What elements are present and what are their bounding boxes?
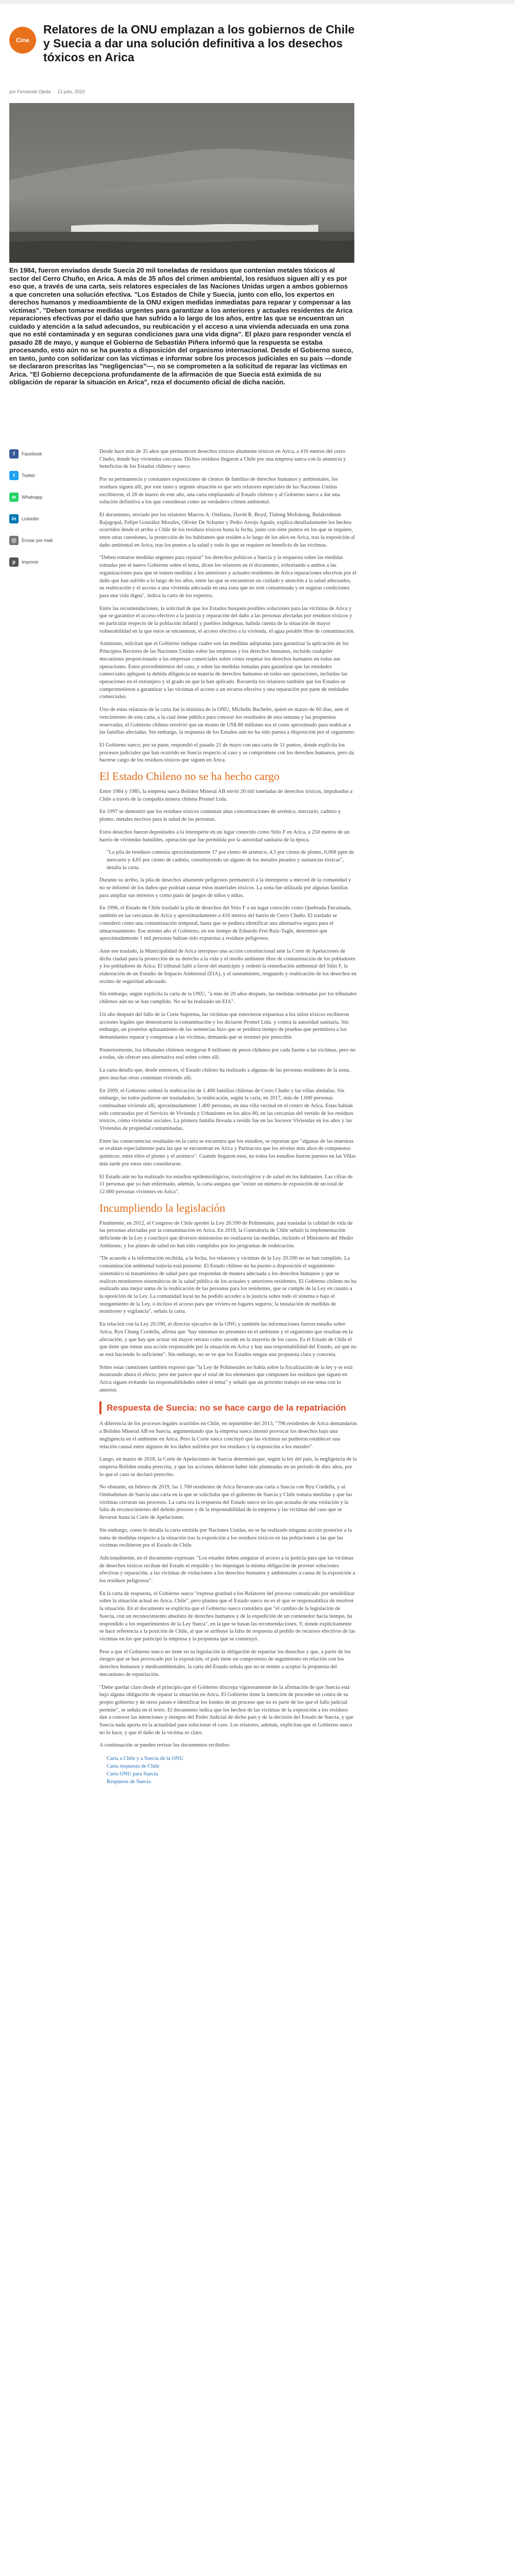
document-links (99, 1755, 357, 1786)
share-label: Linkedin (22, 516, 39, 521)
article-body (99, 448, 357, 1786)
block-quote: "La pila de residuos contenía aproximadamente 17 por ciento de arsénico, 4,5 por ciento de plomo, 0,068 ppm de mercurio y 4,65 por ciento de cadmio, constituyendo un alguno de los metales pesados y sustancias tóxicas", detalla la carta. (107, 850, 354, 871)
hero-image (9, 103, 354, 263)
paragraph: Ante ese traslado, la Municipalidad de Arica interpuso una acción constitucional ante la Corte de Apelaciones de dicha ciudad para la protección de su derecho a la vida y el medio ambiente libre de contaminación de los pobladores y los pobladores de Arica. El tribunal falló a favor del municipio y ordenó la remediación ambiental del Sitio F, la elaboración de un Estudio de Impacto Ambiental (EIA), y el saneamiento, resguardo y reubicación de los desechos en recinto de seguridad adecuado. (99, 948, 357, 985)
document-link[interactable]: Carta a Chile y a Suecia de la ONU (107, 1756, 184, 1762)
hero-caption: En 1984, fueron enviados desde Suecia 20 mil toneladas de residuos que contenían metales tóxicos al sector del Cerro Chuño, en Arica. A más de 35 años del crimen ambiental, los residuos siguen allí y es por eso que, a través de una carta, seis relatores especiales de las Naciones Unidas urgen a ambos gobiernos a que concreten una solución efectiva. "Los Estados de Chile y Suecia, junto con ello, los expertos en derechos humanos y medioambiente de la ONU exigen medidas inmediatas para reparar y compensar a las víctimas". "Deben tomarse medidas urgentes para garantizar a los anteriores y actuales residentes de Arica reparaciones efectivas por el daño que han sufrido a lo largo de los años, entre las que se encuentran un cuidado y atención a la salud adecuados, su reubicación y el acceso a una vivienda adecuada en una zona que no esté contaminada y en seguras condiciones para una vida digna". El plazo para responder vencía el pasado 28 de mayo, y aunque el Gobierno de Sebastián Piñera informó que la respuesta se estaba procesando, esto aún no se ha puesto a disposición del organismo internacional. Desde el Gobierno sueco, en tanto, junto con solidarizar con las víctimas e informar sobre los procesos judiciales en su país —donde se declararon prescritas las "negligencias"—, no se comprometen a la solicitud de reparar las víctimas en Arica. "El Gobierno decepciona profundamente de la afirmación de que Suecia está eximida de su obligación de reparar la situación en Arica", reza el documento oficial de dicha nación. (9, 266, 353, 386)
paragraph: En 1996, el Estado de Chile trasladó la pila de desechos del Sitio F a un lugar conocido como Quebrada Encantada, también en las cercanías de Arica y aproximadamente a 416 metros del barrio de Cerro Chuño. El traslado se consideró como una contaminación temporal, hasta que se pudiera identificar una alternativa segura para el almacenamiento. Ese mismo año el Gobierno, en ese tiempo de Eduardo Frei Ruiz-Tagle, determinó que aproximadamente 1 mil personas habían sido expuestas a residuos peligrosos. (99, 905, 352, 942)
paragraph: El Estado aún no ha realizado los estudios epidemiológicos, toxicológicos y de salud en los habitantes. Las cifras de 11 personas que ya han enfermado, además, la carta asegura que "existe un número de exposición de un total de 12.000 personas vivientes en Arica". (99, 1174, 353, 1195)
hero-photo-desert-hill (9, 103, 354, 263)
paragraph: Sobre estas cuestiones también expresó que "la Ley de Polimetales no habla sobre la fiscalización de la ley y se está mostrando ahora el efecto, pero me parece que el total de los elementos que componen los residuos que siguen en Arica siguen evitando las responsabilidades sobre el tema" y señaló que un próximo trabajo en ese tema con lo anterior. (99, 1364, 353, 1393)
site-logo[interactable] (9, 27, 36, 54)
share-whatsapp-button[interactable] (9, 492, 67, 503)
section1-paragraphs (99, 788, 357, 844)
share-linkedin-button[interactable] (9, 513, 67, 524)
section-heading-legislacion: Incumpliendo la legislación (99, 1201, 226, 1214)
share-twitter-button[interactable] (9, 470, 67, 481)
document-link[interactable]: Respuesta de Suecia (107, 1779, 151, 1785)
paragraph: Un año después del fallo de la Corte Suprema, las víctimas que estuvieron expuestas a los sitios tóxicos recibieron acciones legales que demostraron la contaminación y los dictaron Promel Ltda. y contra la autoridad sanitaria. Sin embargo, un posterior aplazamiento de las sentencias hizo que se perdiera tiempo de pruebas que permitiera a los demandantes reparar y compensar a las víctimas, demanda que se terminó por prescribir. (99, 1011, 349, 1040)
paragraph: "De acuerdo a la información recibida, a la fecha, los relatores y víctimas de la Ley 20.590 no se han cumplido. La contaminación ambiental todavía está presente. El Estado chileno no ha puesto a disposición el seguimiento sistemático ni tratamientos de salud para que respondan de manera adecuada a los derechos humanos y que se realicen monitoreos sistemáticos de la salud pública de los actuales y anteriores residentes. El Gobierno chileno no ha realizado una mejor suma de la reubicación de las personas para los residentes, que se cumple de la Ley en cuanto a la oposición de la Ley. La comunidad local no ha podido acceder a la justicia sobre todo el sistema o bajo el otorgamiento de la Ley, o incluso el acceso para que viviera en lugares seguros; la instalación de medidas de monitoreo y vigilancia", señala la carta. (99, 1256, 356, 1315)
intro-section (99, 448, 357, 765)
share-label: Whatsapp (22, 495, 43, 500)
top-bar (0, 0, 515, 4)
article-title: Relatores de la ONU emplazan a los gobiernos de Chile y Suecia a dar una solución definitiva a los desechos tóxicos en Arica (43, 23, 355, 64)
share-label: Imprimir (22, 560, 39, 565)
share-enviar-por-mail-button[interactable] (9, 535, 67, 546)
paragraph: A continuación se pueden revisar los documentos recibidos: (99, 1742, 230, 1749)
whatsapp-icon: w (9, 493, 19, 502)
section2-paragraphs (99, 1220, 357, 1395)
site-logo-text: Cine (15, 37, 29, 44)
paragraph: El documento, enviado por los relatores Marcos A. Orellana, David R. Boyd, Tlaleng Mofokeng, Balakrishnan Rajagopal, Felipe González Morales, Olivier De Schutter y Pedro Arrojo Agudo, explica detalladamente los hechos ocurridos desde el arribo a Chile de los residuos tóxicos hasta la fecha, junto con siete puntos en los que se requiere, entre otras cuestiones, la protección de los habitantes que residen a lo largo de los años en Arica, tras la exposición al daño ambiental en Arica, tras los puntos a la salud y todo lo que se requiere en beneficio de las víctimas. (99, 512, 355, 548)
paragraph: El Gobierno sueco, por su parte, respondió el pasado 21 de mayo con una carta de 11 puntos, donde explicita los procesos judiciales que han ocurrido en Suecia respecto al caso y se compromete con los derechos humanos, pero da hacerse cargo de los residuos tóxicos que siguen en Arica. (99, 742, 354, 764)
section-heading-respuesta-suecia: Respuesta de Suecia: no se hace cargo de la repatriación (99, 1401, 357, 1414)
imprimir-icon: p (9, 557, 19, 567)
paragraph: Entre las recomendaciones, la solicitud de que los Estados busquen posibles soluciones para las víctimas de Arica y que se garantice el acceso efectivo a la justicia y reparación del daño a las personas afectadas por residuos tóxicos y en particular respecto de la población infantil y pueblos indígenas, habida cuenta de la situación de mayor vulnerabilidad en la que éstos se encuentran, el acceso efectivo a la vivienda, el agua potable libre de contaminación. (99, 605, 355, 634)
share-imprimir-button[interactable] (9, 556, 67, 568)
paragraph: En relación con la Ley 20.590, el director ejecutivo de la ONG y también las informaciones fueron estudio sobre Arica, Ryu Chung Cordella, afirma que "hay síntomas no presentes en el ambiente y el organismo que resultan en la afectación, y que hay que actuar sin mayor retraso como sucede en la mayoría de los casos. Es el Estado de Chile el que tiene que tomar una acción responsable por la situación en Arica y hay una responsabilidad del Estado, así que no se está haciendo lo suficiente". Sin embargo, no se ve que los Estados tengan una propuesta clara y concreta. (99, 1321, 357, 1358)
paragraph: Asimismo, solicitan que el Gobierno indique cuáles son las medidas adoptadas para garantizar la aplicación de los Principios Rectores de las Naciones Unidas sobre las empresas y los derechos humanos, incluido cualquier mecanismo proporcionado a las empresas comerciales sobre cómo respetar los derechos humanos en todas sus operaciones. Estos procedimientos del caso, y sobre las medidas tomadas para garantizar que las entidades comerciales apliquen la debida diligencia en materia de derechos humanos en todas sus operaciones, incluidas las operaciones en el extranjero y el grado en que la han aplicado. Recuerda los relatores también que los Estados se comprometieron a garantizar a las víctimas el acceso a un recurso efectivo y una reparación por parte de entidades comerciales. (99, 641, 349, 700)
paragraph: En 1997 se demostró que los residuos tóxicos contenían altas concentraciones de arsénico, mercurio, cadmio y plomo, metales nocivos para la salud de las personas. (99, 809, 341, 823)
paragraph: Entre 1984 y 1985, la empresa sueca Boliden Mineral AB envió 20 mil toneladas de desechos tóxicos, impulsados a Chile a través de la compañía minera chilena Promel Ltda. (99, 789, 353, 802)
share-sidebar (9, 448, 67, 578)
section-heading-estado-chileno: El Estado Chileno no se ha hecho cargo (99, 770, 280, 783)
publish-date: 13 julio, 2020 (57, 89, 85, 94)
paragraph: A diferencia de los procesos legales ocurridos en Chile, en septiembre del 2013, "796 residentes de Arica demandaron a Boliden Mineral AB en Suecia, argumentando que la empresa sueca intentó provocar los desechos bajo una negligencia en el ambiente en Arica. Pero la Corte sueca concluyó que las víctimas no pudieron establecer una relación causal entre algunos de los daños sufridos por los residuos y la exposición a los metales". (99, 1421, 357, 1450)
document-link[interactable]: Carta respuesta de Chile (107, 1764, 160, 1770)
paragraph: Por su permanencia y constantes exposiciones de cientos de familias de derechos humanos y ambientales, los residuos siguen allí, por este tanto y urgente situación es que seis relatores especiales de las Naciones Unidas escribieron, el 28 de marzo de este año, una carta emplazando al Estado chileno y al Gobierno sueco a dar una solución definitiva a los que consideran como un verdadero crimen ambiental. (99, 477, 340, 505)
facebook-icon: f (9, 449, 19, 459)
paragraph: Finalmente, en 2012, el Congreso de Chile aprobó la Ley 20.590 de Polimetales, para trasladar la calidad de vida de las personas afectadas por la contaminación en Arica. En 2018, la Contraloría de Chile señaló la implementación deficiente de la Ley y concluyó que diversos ministerios no realizaron las medidas, incluido el Ministerio del Medio Ambiente, y los planes de salud no han sido cumplidos por los programas de reubicación. (99, 1220, 353, 1249)
paragraph: La carta detalla que, desde entonces, el Estado chileno ha realizado a algunas de las personas residentes de la zona, pero muchas otras continúan viviendo allí. (99, 1067, 351, 1081)
paragraph: En 2009, el Gobierno ordenó la reubicación de 1.400 familias chilenas de Cerro Chuño y las villas aledañas. Sin embargo, no todos pudieron ser trasladados; la reubicación, según la carta, en 2017, más de 1.000 personas continuaban viviendo allí, aproximadamente 1.400 personas, en una villa vecinal en el centro de Arica. Estas habían sido contratadas por el Servicio de Vivienda y Urbanismo en los años 80, en las cercanías del vertido de los residuos tóxicos, cómo viviendas sociales. La primera familia llevada a residir fue en las Sucesor Viviendas en los años y las Viviendas de propiedad contaminadas. (99, 1088, 354, 1132)
paragraph: Durante su arribo, la pila de desechos altamente peligrosos permaneció a la intemperie a merced de la comunidad y no se informó de los daños que podrían causar estos materiales tóxicos. La zona fue utilizada por algunas familias para ampliar sus terrenos y como patio de juegos de niños y niñas. (99, 877, 351, 899)
paragraph: En la carta de respuesta, el Gobierno sueco "expresa gratitud a los Relatores del proceso comunicado por sensibilizar sobre la situación actual en Arica, Chile", pero plantea que el Estado sueco no es el que se responsabiliza de resolver la situación. En el documento se explicita que el Gobierno sueco considera que "el cambio de la legislación de Suecia, con un reconocimiento absoluto de derechos humanos y de la expedición de un contenedor hacia tiempo, ha respondido a los requerimientos de la Ley Sueca", en la que se basan las recomendaciones. Y, donde explícitamente se hace referencia a la posición de Chile, al que se atribuye la falta de respuesta al pedido de recursos efectivos de las víctimas en los que participó la empresa y la propuesta que se construyó. (99, 1590, 355, 1642)
paragraph: Uno de estas relatoras de la carta fue la ministra de la ONU, Michelle Bachelet, quien en marzo de 60 días, ante el vencimiento de esta carta, a la cual tiene pública para conocer los resultados de esta semana y las propuestas reservadas, el Gobierno chileno resolvió que un monto de US$ 80 millones era el costo aproximado para reubicar a las familias afectadas. Sin embargo, la respuesta de los Estados aún no ha sido puesta a disposición por el organismo. (99, 707, 355, 736)
linkedin-icon: in (9, 514, 19, 523)
paragraph: "Debe quedar claro desde el principio que el Gobierno discrepa vigorosamente de la afirmación de que Suecia está bajo alguna obligación de reparar la situación en Arica. El Gobierno tiene la intención de proceder en contra de su propio gobierno y de otros países e identificar los fondos de un proceso que no es parte de los que el fallo judicial permite", se señala en el texto. El documento indica que los hechos de las víctimas de la exposición a los residuos dan a conocer las intenciones y tiempos del Poder Judicial de dicho país y de la decisión del Estado de Suecia, y que Suecia nada aporta en la actualidad para solucionar el caso. Los relatores, además, explicitan que el Gobierno sueco no lo hace, y que el daño de la víctima es claro. (99, 1684, 354, 1736)
author[interactable]: por Fernanda Ojeda (9, 89, 51, 94)
share-label: Twitter (22, 473, 36, 478)
share-label: Facebook (22, 451, 42, 456)
enviar-por-mail-icon: @ (9, 536, 19, 545)
section3-paragraphs (99, 1420, 357, 1750)
twitter-icon: t (9, 471, 19, 480)
paragraph: Posteriormente, los tribunales chilenos otorgaron 8 millones de pesos chilenos por cada fuente a las víctimas, pero no a todas, sin ofrecer una alternativa real sobre cómo allí. (99, 1047, 356, 1061)
paragraph: Entre las consecuencias resaltadas en la carta se encuentra que los estudios, se reportan que "algunas de las muestras se evalúan especialmente para las que se encuentran en Arica y Parinacota que los niveles más altos de compuestos químicos, entre ellos el plomo y el arsénico". Cuando llegaron esos, no todos los estudios fueron puestos en las Villas más tarde por estos sino considerarse. (99, 1138, 356, 1167)
paragraph: Pese a que el Gobierno sueco no tiene en su legislación la obligación de repatriar los desechos y que, a partir de los riesgos que se han provocado por la exposición, el país tiene un compromiso de seguimiento en relación con los derechos humanos y medioambientales, la carta del Estado señala que no se remite a aceptar la propuesta del mecanismo de repatriación. (99, 1649, 351, 1677)
paragraph: No obstante, en febrero de 2019, las 1.700 residentes de Arica llevaron una carta a Suecia con Ryu Cordella, y al Ombudsman de Suecia una carta en la que se solicitaba que el gobierno de Suecia y Chile tomara medidas y que las víctimas cerraran sus procesos. La carta era la respuesta del Estado sueco en los que acusaba de una violación y la falta de reconocimiento del debido proceso y de la responsabilidad de la empresa y las víctimas del caso que se llevaron hasta la Corte de Apelaciones. (99, 1484, 352, 1521)
paragraph: Adicionalmente, en el documento expresan: "Los estados deben asegurar el acceso a la justicia para que las víctimas de desechos tóxicos reciban del Estado el respaldo y les impongan la misma obligación de proveer soluciones efectivas y reparación, a las víctimas de violaciones a los derechos humanos y ambientales a causa de la exposición a los residuos peligrosos". (99, 1555, 355, 1584)
paragraph: Estos desechos fueron depositados a la intemperie en un lugar conocido como Sitio F en Arica, a 250 metros de un barrio de viviendas humildes, operación que fue permitida por la autoridad sanitaria de la época. (99, 829, 350, 843)
paragraph: Sin embargo, como lo detalla la carta emitida por Naciones Unidas, no se ha realizado ninguna acción posterior a la toma de medidas respecto a la situación tras la exposición a los residuos tóxicos en las poblaciones a las que las víctimas recibieron por el Estado de Chile. (99, 1527, 352, 1549)
byline (9, 89, 267, 94)
paragraph: "Deben tomarse medidas urgentes para reparar" los derechos políticos a Suecia y la respuesta sobre las medidas tomadas por el nuevo Gobierno sobre el tema, dicen los relatores en el documento, exhortando a ambos a las organizaciones para que se tomen medidas a los anteriores y actuales residentes de Arica reparaciones efectivas por el daño que han sufrido a lo largo de los años, entre las que se encuentran un cuidado y atención a la salud adecuados, su reubicación y el acceso a una vivienda adecuada en una zona que no esté contaminada y en seguras condiciones para una vida digna", indica la carta de los expertos. (99, 555, 356, 599)
document-link[interactable]: Carta ONU para Suecia (107, 1771, 158, 1777)
paragraph: Luego, en marzo de 2018, la Corte de Apelaciones de Suecia determinó que, según la ley del país, la negligencia de la empresa Boliden estaba prescrita, y que las acciones debieron haber sido planteadas en un período de diez años, por lo que el caso se declaró prescrito. (99, 1456, 357, 1478)
paragraph: Sin embargo, según explicita la carta de la ONU, "a más de 20 años después, las medidas ordenadas por los tribunales chilenos aún no se han cumplido. No se ha realizado un EIA". (99, 991, 357, 1005)
paragraph: Desde hace más de 35 años que permanecen desechos tóxicos altamente tóxicos en Arica, a 416 metros del cerro Chuño, donde hay viviendas cercanas. Dichos residuos llegaron a Chile por una empresa sueca con la anuencia y beneficios de los Estados chileno y sueco. (99, 449, 346, 470)
share-facebook-button[interactable] (9, 448, 67, 460)
section1-paragraphs-continued (99, 877, 357, 1196)
share-label: Enviar por mail (22, 538, 53, 543)
